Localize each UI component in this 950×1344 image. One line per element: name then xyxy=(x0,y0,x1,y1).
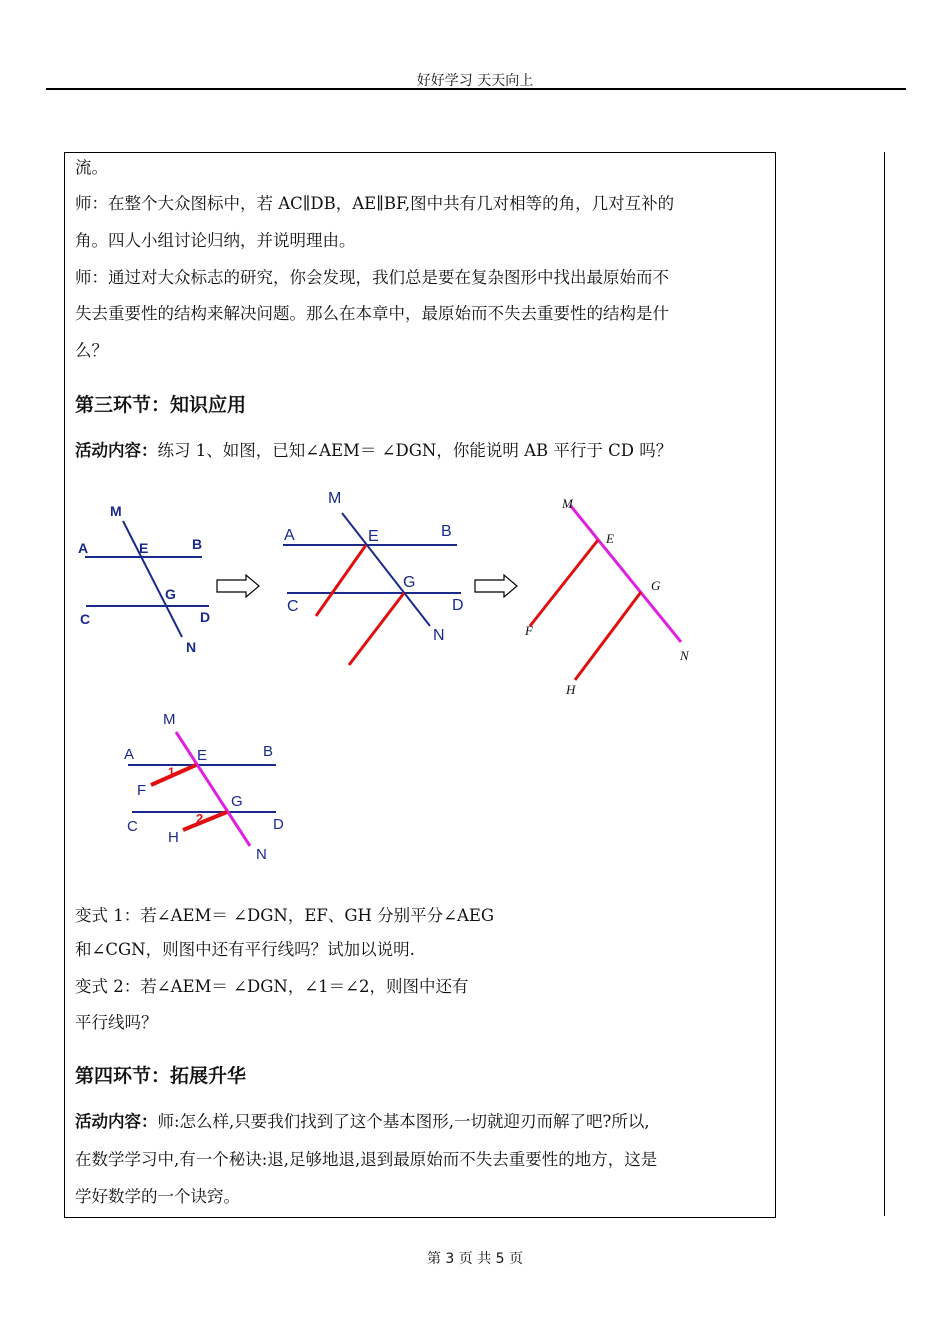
label-b: B xyxy=(263,743,274,760)
activity-label: 活动内容： xyxy=(75,1112,158,1131)
label-m: M xyxy=(110,503,122,519)
paragraph: 么？ xyxy=(75,341,108,360)
activity-line xyxy=(75,1112,650,1132)
label-g: G xyxy=(651,578,661,593)
paragraph: 失去重要性的结构来解决问题。那么在本章中，最原始而不失去重要性的结构是什 xyxy=(75,304,669,323)
label-g: G xyxy=(231,793,243,810)
activity-label: 活动内容： xyxy=(75,441,158,460)
label-d: D xyxy=(452,597,464,614)
label-e: E xyxy=(606,531,614,546)
section-heading: 第四环节：拓展升华 xyxy=(75,1065,247,1087)
label-b: B xyxy=(441,523,452,540)
label-n: N xyxy=(680,648,689,663)
label-e: E xyxy=(197,747,208,764)
variant-line: 平行线吗？ xyxy=(75,1013,158,1032)
label-e: E xyxy=(368,528,379,545)
label-g: G xyxy=(165,586,176,602)
arrow-right-icon xyxy=(217,575,259,597)
line-gh xyxy=(183,812,227,830)
label-n: N xyxy=(186,639,197,655)
label-d: D xyxy=(273,816,284,833)
label-m: M xyxy=(328,490,342,507)
figure-1 xyxy=(78,503,210,655)
label-c: C xyxy=(80,611,91,627)
line-ef xyxy=(530,540,598,626)
label-h: H xyxy=(566,682,576,697)
label-a: A xyxy=(284,527,295,544)
label-angle-1: 1 xyxy=(168,765,175,779)
label-g: G xyxy=(403,574,416,591)
label-a: A xyxy=(78,540,89,556)
line-mn xyxy=(123,521,182,637)
label-angle-2: 2 xyxy=(196,811,204,826)
paragraph: 师：在整个大众图标中，若 AC∥DB，AE∥BF,图中共有几对相等的角，几对互补的 xyxy=(75,194,675,213)
label-f: F xyxy=(137,782,147,799)
label-c: C xyxy=(287,598,299,615)
activity-text: 练习 1、如图，已知∠AEM＝ ∠DGN，你能说明 AB 平行于 CD 吗？ xyxy=(157,441,673,460)
page-header: 好好学习 天天向上 xyxy=(416,73,534,89)
paragraph: 流。 xyxy=(75,158,108,177)
paragraph: 角。四人小组讨论归纳，并说明理由。 xyxy=(75,231,356,250)
paragraph: 师：通过对大众标志的研究，你会发现，我们总是要在复杂图形中找出最原始而不 xyxy=(75,268,669,287)
paragraph: 学好数学的一个诀窍。 xyxy=(75,1187,240,1206)
line-gh xyxy=(575,592,641,680)
label-n: N xyxy=(256,846,267,863)
arrow-right-icon xyxy=(475,575,517,597)
label-m: M xyxy=(163,711,176,728)
label-d: D xyxy=(200,609,211,625)
label-h: H xyxy=(168,829,179,846)
activity-text: 师:怎么样,只要我们找到了这个基本图形,一切就迎刃而解了吧?所以, xyxy=(157,1112,650,1131)
section-heading: 第三环节：知识应用 xyxy=(75,394,247,416)
line-ef xyxy=(316,545,366,616)
paragraph: 在数学学习中,有一个秘诀:退,足够地退,退到最原始而不失去重要性的地方，这是 xyxy=(75,1150,658,1169)
label-b: B xyxy=(192,536,203,552)
figure-4 xyxy=(124,711,284,863)
figure-2 xyxy=(283,490,464,665)
label-n: N xyxy=(433,627,445,644)
label-c: C xyxy=(127,818,138,835)
line-mn xyxy=(570,505,681,642)
label-f: F xyxy=(525,623,533,638)
label-m: M xyxy=(562,496,573,511)
figure-3 xyxy=(524,496,690,697)
line-gh xyxy=(349,593,404,665)
label-a: A xyxy=(124,746,135,763)
page-footer: 第 3 页 共 5 页 xyxy=(426,1251,524,1267)
line-mn xyxy=(342,513,430,626)
variant-line: 变式 1：若∠AEM＝ ∠DGN，EF、GH 分别平分∠AEG xyxy=(75,906,495,925)
variant-line: 变式 2：若∠AEM＝ ∠DGN，∠1＝∠2，则图中还有 xyxy=(75,977,469,996)
variant-line: 和∠CGN，则图中还有平行线吗？试加以说明. xyxy=(75,940,415,959)
label-e: E xyxy=(139,540,149,556)
